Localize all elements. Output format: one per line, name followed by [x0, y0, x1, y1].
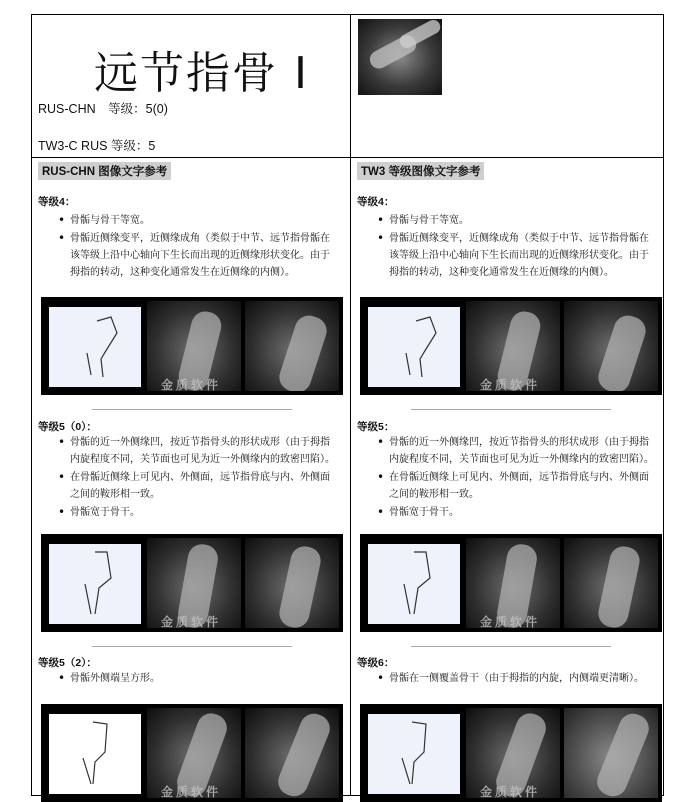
- xray-image: [245, 301, 339, 391]
- grade-label: 等级4：: [357, 196, 395, 208]
- tw3-heading: TW3 等级图像文字参考: [357, 162, 484, 180]
- xray-image: [245, 708, 339, 798]
- bone-sketch-image: [49, 544, 141, 624]
- grade-label: 等级4：: [38, 196, 76, 208]
- bullet-list: [58, 212, 338, 282]
- grade-label: 等级5（2）：: [38, 657, 97, 669]
- grade-label: 等级5：: [357, 421, 395, 433]
- image-strip: [41, 297, 343, 395]
- bone-sketch-image: [49, 307, 141, 387]
- separator: [92, 646, 292, 647]
- bullet-list: [377, 434, 657, 522]
- bullet-item: • 骨骺近侧缘变平，近侧缘成角（类似于中节、远节指骨骺在该等级上沿中心轴向下生长而出现的近侧缘形状变化。由于拇指的转动，这种变化通常发生在近侧缘的内侧）。: [58, 230, 338, 281]
- xray-image: [564, 708, 658, 798]
- watermark: 金质软件: [480, 615, 541, 629]
- page-title: 远节指骨 I: [94, 48, 309, 99]
- bullet-item: • 骨骺近侧缘变平，近侧缘成角（类似于中节、远节指骨骺在该等级上沿中心轴向下生长而出现的近侧缘形状变化。由于拇指的转动，这种变化通常发生在近侧缘的内侧）。: [377, 230, 657, 281]
- bullet-item: • 骨骺宽于骨干。: [58, 504, 338, 521]
- bullet-list: [377, 670, 657, 688]
- watermark: 金质软件: [161, 785, 222, 799]
- image-strip: [360, 534, 662, 632]
- bullet-list: [58, 434, 338, 522]
- separator: [411, 646, 611, 647]
- reference-table: [31, 14, 664, 799]
- bullet-list: [58, 670, 338, 688]
- xray-image: [245, 538, 339, 628]
- separator: [92, 409, 292, 410]
- image-strip: [360, 297, 662, 395]
- watermark: 金质软件: [161, 378, 222, 392]
- tw3-column: [351, 158, 666, 799]
- image-strip: [41, 534, 343, 632]
- grade-label: 等级5（0）：: [38, 421, 97, 433]
- bullet-item: • 骨骺在一侧覆盖骨干（由于拇指的内旋，内侧端更清晰）。: [377, 670, 657, 687]
- rus-chn-heading: RUS-CHN 图像文字参考: [38, 162, 171, 180]
- watermark: 金质软件: [480, 785, 541, 799]
- bullet-item: • 骨骺与骨干等宽。: [58, 212, 338, 229]
- tw3-grade: TW3-C RUS 等级：5: [38, 139, 156, 153]
- bullet-list: [377, 212, 657, 282]
- bullet-item: • 在骨骺近侧缘上可见内、外侧面，远节指骨底与内、外侧面之间的鞍形相一致。: [377, 469, 657, 503]
- xray-image: [564, 301, 658, 391]
- bullet-item: • 骨骺的近一外侧缘凹，按近节指骨头的形状成形（由于拇指内旋程度不同，关节面也可见为近一外侧缘内的致密凹陷）。: [58, 434, 338, 468]
- image-strip: [41, 704, 343, 802]
- watermark: 金质软件: [480, 378, 541, 392]
- bullet-item: • 骨骺与骨干等宽。: [377, 212, 657, 229]
- bone-sketch-image: [368, 544, 460, 624]
- bone-sketch-image: [368, 714, 460, 794]
- rus-chn-grade: RUS-CHN 等级：5(0): [38, 102, 168, 116]
- bone-sketch-image: [49, 714, 141, 794]
- bullet-item: • 在骨骺近侧缘上可见内、外侧面，远节指骨底与内、外侧面之间的鞍形相一致。: [58, 469, 338, 503]
- bone-sketch-image: [368, 307, 460, 387]
- image-strip: [360, 704, 662, 802]
- grade-label: 等级6：: [357, 657, 395, 669]
- watermark: 金质软件: [161, 615, 222, 629]
- header-xray-image: [358, 19, 442, 95]
- bullet-item: • 骨骺的近一外侧缘凹，按近节指骨头的形状成形（由于拇指内旋程度不同，关节面也可见为近一外侧缘内的致密凹陷）。: [377, 434, 657, 468]
- rus-chn-column: [32, 158, 347, 799]
- bullet-item: • 骨骺宽于骨干。: [377, 504, 657, 521]
- separator: [411, 409, 611, 410]
- bullet-item: • 骨骺外侧端呈方形。: [58, 670, 338, 687]
- xray-image: [564, 538, 658, 628]
